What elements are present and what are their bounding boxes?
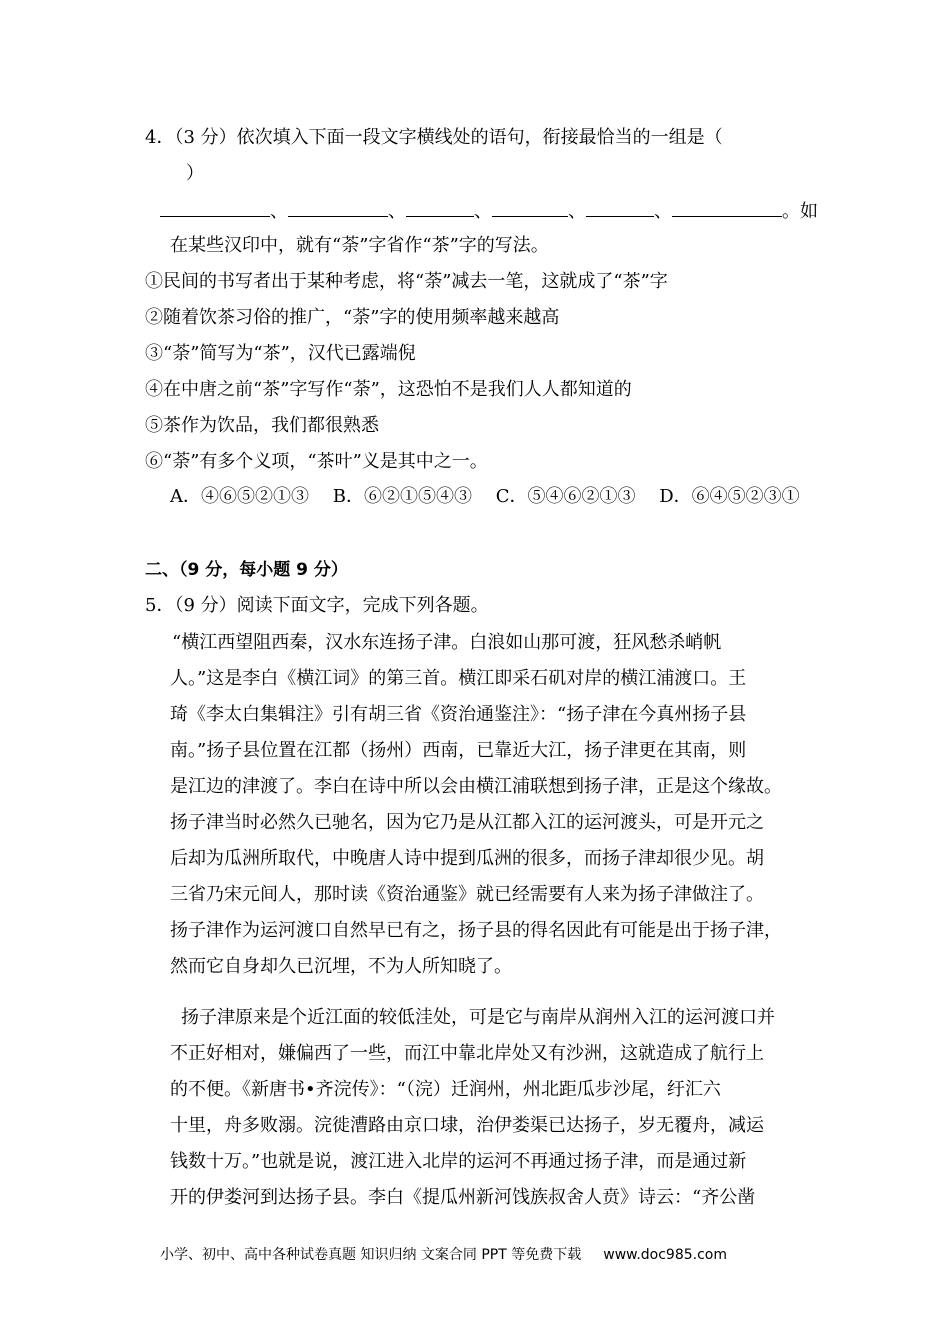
sentence-option-1: ①民间的书写者出于某种考虑，将“荼”减去一笔，这就成了“茶”字 (145, 271, 668, 292)
passage-line: 扬子津原来是个近江面的较低洼处，可是它与南岸从润州入江的运河渡口并 (181, 1007, 775, 1028)
passage-line: 扬子津作为运河渡口自然早已有之，扬子县的得名因此有可能是出于扬子津， (170, 920, 782, 941)
passage-line: 琦《李太白集辑注》引有胡三省《资治通鉴注》：“扬子津在今真州扬子县 (170, 704, 747, 725)
blank-6 (672, 198, 782, 217)
blank-5 (586, 198, 654, 217)
sentence-option-5: ⑤茶作为饮品，我们都很熟悉 (145, 415, 379, 436)
blank-separator: 、 (474, 201, 492, 222)
blank-4 (492, 198, 568, 217)
passage-line: 钱数十万。”也就是说，渡江进入北岸的运河不再通过扬子津，而是通过新 (170, 1151, 747, 1172)
passage-line: 的不便。《新唐书•齐浣传》：“（浣）迁润州，州北距瓜步沙尾，纡汇六 (170, 1079, 721, 1100)
passage-line: 三省乃宋元间人，那时读《资治通鉴》就已经需要有人来为扬子津做注了。 (170, 884, 764, 905)
choice-c: C．⑤④⑥②①③ (495, 486, 636, 507)
question-4-stem: 4．（3 分）依次填入下面一段文字横线处的语句，衔接最恰当的一组是（ (145, 127, 723, 148)
passage-line: 是江边的津渡了。李白在诗中所以会由横江浦联想到扬子津，正是这个缘故。 (170, 776, 782, 797)
choice-d: D．⑥④⑤②③① (659, 486, 800, 507)
choice-a: A．④⑥⑤②①③ (170, 486, 309, 507)
passage-line: 扬子津当时必然久已驰名，因为它乃是从江都入江的运河渡头，可是开元之 (170, 812, 764, 833)
sentence-option-4: ④在中唐之前“茶”字写作“荼”，这恐怕不是我们人人都知道的 (145, 379, 632, 400)
footer-text: 小学、初中、高中各种试卷真题 知识归纳 文案合同 PPT 等免费下载 (160, 1247, 582, 1263)
passage-line: 不正好相对，嫌偏西了一些，而江中靠北岸处又有沙洲，这就造成了航行上 (170, 1043, 764, 1064)
fill-in-blanks-row (160, 198, 818, 224)
page-footer (160, 1244, 727, 1264)
question-4-continuation: 在某些汉印中，就有“荼”字省作“茶”字的写法。 (170, 235, 549, 256)
sentence-option-2: ②随着饮茶习俗的推广，“荼”字的使用频率越来越高 (145, 307, 560, 328)
choice-b: B．⑥②①⑤④③ (332, 486, 472, 507)
sentence-option-6: ⑥“荼”有多个义项，“茶叶”义是其中之一。 (145, 451, 488, 472)
passage-line: 十里，舟多败溺。浣徙漕路由京口埭，治伊娄渠已达扬子，岁无覆舟，减运 (170, 1115, 764, 1136)
blank-separator: 、 (568, 201, 586, 222)
passage-line: 然而它自身却久已沉埋，不为人所知晓了。 (170, 956, 512, 977)
answer-choices (170, 485, 818, 509)
question-4-paren-close: ） (186, 163, 204, 184)
passage-line: “横江西望阻西秦，汉水东连扬子津。白浪如山那可渡，狂风愁杀峭帆 (172, 632, 722, 653)
blank-end: 。如 (782, 201, 818, 222)
blank-separator: 、 (654, 201, 672, 222)
passage-line: 后却为瓜洲所取代，中晚唐人诗中提到瓜洲的很多，而扬子津却很少见。胡 (170, 848, 764, 869)
question-5-stem: 5．（9 分）阅读下面文字，完成下列各题。 (145, 595, 489, 616)
footer-url[interactable]: www.doc985.com (603, 1247, 727, 1263)
blank-separator: 、 (388, 201, 406, 222)
passage-line: 开的伊娄河到达扬子县。李白《提瓜州新河饯族叔舍人贲》诗云：“齐公凿 (170, 1187, 756, 1208)
passage-line: 南。”扬子县位置在江都（扬州）西南，已靠近大江，扬子津更在其南，则 (170, 740, 747, 761)
blank-3 (406, 198, 474, 217)
blank-1 (160, 198, 270, 217)
blank-2 (288, 198, 388, 217)
sentence-option-3: ③“荼”简写为“茶”，汉代已露端倪 (145, 343, 416, 364)
passage-line: 人。”这是李白《横江词》的第三首。横江即采石矶对岸的横江浦渡口。王 (170, 668, 747, 689)
section-2-heading: 二、（9 分，每小题 9 分） (145, 560, 348, 580)
blank-separator: 、 (270, 201, 288, 222)
